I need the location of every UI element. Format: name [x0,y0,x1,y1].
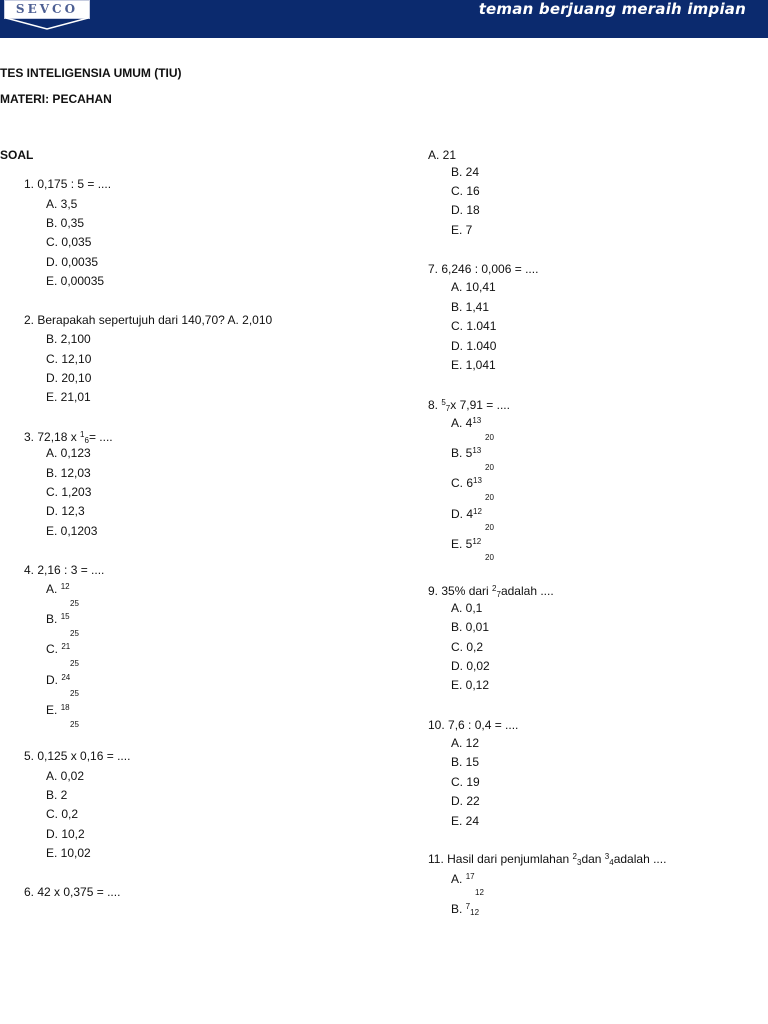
option-b [451,902,479,917]
fraction-numerator: 24 [61,673,71,682]
option-a: A. 3,5 [46,197,78,211]
option-c: C. 1,203 [46,485,92,499]
option-base: E. 5 [451,537,473,551]
stem-text-end: = .... [88,430,113,444]
option-letter: D. [46,673,58,687]
fraction-numerator: 12 [60,582,70,591]
option-base: A. 4 [451,416,473,430]
option-base: B. 5 [451,446,473,460]
option-e: E. 0,1203 [46,524,98,538]
fraction-denominator: 20 [485,493,494,502]
option-e: E. 0,12 [451,678,490,692]
question-stem [428,852,666,867]
option-a: A. 21 [428,148,457,162]
option-c: C. 12,10 [46,352,92,366]
option-a: A. 10,41 [451,280,496,294]
option-d: D. 22 [451,794,480,808]
option-base: C. 6 [451,476,474,490]
fraction-1-denominator: 3 [576,858,582,867]
option-c [451,476,482,491]
option-a: A. 0,123 [46,446,91,460]
fraction-denominator: 25 [70,659,79,668]
option-c: C. 16 [451,184,480,198]
option-a: A. 0,1 [451,601,483,615]
option-b: B. 15 [451,755,480,769]
option-e: E. 1,041 [451,358,496,372]
option-d: D. 0,0035 [46,255,99,269]
option-letter: A. [46,582,58,596]
option-c: C. 19 [451,775,480,789]
fraction-1-numerator: 2 [572,852,577,861]
fraction-denominator: 7 [445,404,451,413]
fraction-2-denominator: 4 [609,858,614,867]
fraction-denominator: 25 [70,629,79,638]
fraction-denominator: 20 [485,553,494,562]
option-b [451,446,481,461]
option-e: E. 0,00035 [46,274,105,288]
section-label: SOAL [0,148,34,162]
option-c: C. 1.041 [451,319,497,333]
option-b: B. 0,01 [451,620,490,634]
header-bar [0,0,768,38]
fraction-numerator: 21 [61,642,71,651]
option-e [46,703,70,718]
stem-text-end: x 7,91 = .... [450,398,510,412]
option-d: D. 10,2 [46,827,85,841]
fraction-denominator: 12 [475,888,484,897]
fraction-denominator: 20 [485,523,494,532]
fraction-numerator: 17 [465,872,475,881]
sevco-logo [4,0,92,30]
question-stem: 4. 2,16 : 3 = .... [24,563,105,577]
option-c: C. 0,2 [451,640,484,654]
option-d: D. 18 [451,203,480,217]
stem-text: 9. 35% dari [428,584,493,598]
option-b: B. 24 [451,165,480,179]
question-stem: 1. 0,175 : 5 = .... [24,177,112,191]
stem-text-end: adalah .... [613,852,667,866]
fraction-numerator: 7 [465,902,471,911]
option-b: B. 0,35 [46,216,85,230]
fraction-denominator: 6 [84,436,89,445]
option-letter: B. [451,902,466,916]
stem-text: 3. 72,18 x [24,430,81,444]
fraction-denominator: 25 [70,599,79,608]
fraction-numerator: 1 [80,430,85,439]
fraction-numerator: 13 [472,446,482,455]
option-d: D. 1.040 [451,339,497,353]
option-letter: C. [46,642,58,656]
option-a: A. 0,02 [46,769,85,783]
tagline: teman berjuang meraih impian [478,0,746,18]
stem-text: 11. Hasil dari penjumlahan [428,852,573,866]
fraction-numerator: 15 [60,612,70,621]
option-b: B. 12,03 [46,466,91,480]
fraction-denominator: 20 [485,463,494,472]
fraction-numerator: 13 [472,416,482,425]
question-stem: 5. 0,125 x 0,16 = .... [24,749,131,763]
option-c: C. 0,035 [46,235,92,249]
doc-title: TES INTELIGENSIA UMUM (TIU) [0,66,182,80]
option-b: B. 1,41 [451,300,490,314]
question-stem [24,430,113,445]
question-stem: 2. Berapakah sepertujuh dari 140,70? A. 2,010 [24,313,273,327]
option-d [451,507,482,522]
option-d: D. 12,3 [46,504,85,518]
question-stem: 10. 7,6 : 0,4 = .... [428,718,519,732]
fraction-denominator: 12 [470,908,480,917]
option-e [451,537,481,552]
question-stem [428,584,554,599]
option-e: E. 7 [451,223,473,237]
option-c: C. 0,2 [46,807,79,821]
option-d [46,673,70,688]
option-d: D. 20,10 [46,371,92,385]
fraction-numerator: 2 [492,584,497,593]
fraction-numerator: 18 [60,703,70,712]
option-d: D. 0,02 [451,659,490,673]
logo-chevron-icon [4,18,90,30]
option-e: E. 10,02 [46,846,91,860]
question-stem: 7. 6,246 : 0,006 = .... [428,262,539,276]
fraction-numerator: 13 [473,476,482,485]
logo-text: SEVCO [15,2,79,16]
option-b: B. 2 [46,788,68,802]
option-a: A. 12 [451,736,480,750]
option-b: B. 2,100 [46,332,91,346]
fraction-numerator: 5 [441,398,446,407]
fraction-denominator: 25 [70,689,79,698]
stem-text: 8. [428,398,442,412]
option-letter: E. [46,703,58,717]
fraction-2-numerator: 3 [604,852,610,861]
stem-text-end: adalah .... [500,584,554,598]
option-base: D. 4 [451,507,474,521]
option-c [46,642,70,657]
fraction-numerator: 12 [473,507,482,516]
question-stem: 6. 42 x 0,375 = .... [24,885,121,899]
doc-materi: MATERI: PECAHAN [0,92,112,106]
option-a [451,872,475,887]
fraction-numerator: 12 [472,537,482,546]
option-a [46,582,70,597]
option-b [46,612,70,627]
option-e: E. 21,01 [46,390,91,404]
fraction-denominator: 20 [485,433,494,442]
question-stem [428,398,510,413]
fraction-denominator: 7 [496,590,501,599]
option-letter: A. [451,872,463,886]
option-e: E. 24 [451,814,480,828]
option-letter: B. [46,612,58,626]
option-a [451,416,481,431]
stem-text-mid: dan [581,852,605,866]
fraction-denominator: 25 [70,720,79,729]
